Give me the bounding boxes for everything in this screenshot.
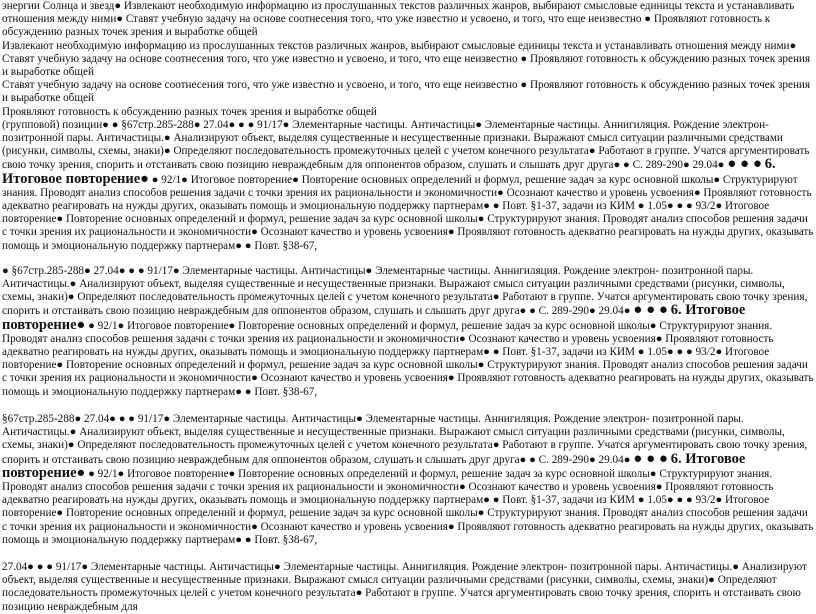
block-1-lead: (групповой) позиции● ● §67стр.285-288● 27.04● ● ● 91/17● Элементарные частицы. Античастицы● Элементарные частицы. Аннигиляция. Рождение электрон- позитронной пары. Античастицы.● Анализируют объект, выделяя существенные и несущественные признаки. Выражают смысл ситуации различными средствами (рисунки, символы, схемы, знаки)● Определяют последовательность промежуточных целей с учетом конечного результата● Работают в группе. Учатся аргументировать свою точку зрения, спорить и отстаивать свою позицию невраждебным для оппонентов образом, слушать и слышать друг друга● ● С. 289-290● 29.04● bbox=[2, 118, 810, 172]
block-2-lead: ● §67стр.285-288● 27.04● ● ● 91/17● Элементарные частицы. Античастицы● Элементарные частицы. Аннигиляция. Рождение электрон- позитронной пары. Античастицы.● Анализируют объект, выделяя существенные и несущественные признаки. Выражают смысл ситуации различными средствами (рисунки, символы, схемы, знаки)● Определяют последовательность промежуточных целей с учетом конечного результата● Работают в группе. Учатся аргументировать свою точку зрения, спорить и отстаивать свою позицию невраждебным для оппонентов образом, слушать и слышать друг друга● ● С. 289-290● 29.04● bbox=[2, 264, 808, 318]
block-1-heading: 6. Итоговое повторение● bbox=[2, 156, 776, 187]
block-3-bullets: ● ● ● bbox=[633, 450, 668, 467]
paragraph-4: Проявляют готовность к обсуждению разных точек зрения и выработке общей bbox=[2, 105, 377, 118]
paragraph-last: 27.04● ● ● 91/17● Элементарные частицы. Античастицы● Элементарные частицы. Аннигиляция. Рождение электрон- позитронной пары. Античастицы.● Анализируют объект, выделяя существенные и несущественные признаки. Выражают смысл ситуации различными средствами (рисунки, символы, схемы, знаки)● Определяют последовательность промежуточных целей с учетом конечного результата● Работают в группе. Учатся аргументировать свою точку зрения, спорить и отстаивать свою позицию невраждебным для bbox=[2, 560, 807, 613]
paragraph-2: Извлекают необходимую информацию из прослушанных текстов различных жанров, выбирают смысловые единицы текста и устанавливать отношения между ними● Ставят учебную задачу на основе соотнесения того, что уже известно и усвоено, и того, что еще неизвестно ● Проявляют готовность к обсуждению разных точек зрения и выработке общей bbox=[2, 39, 811, 79]
block-2-bullets: ● ● ● bbox=[633, 302, 668, 319]
paragraph-1: энергии Солнца и звезд● Извлекают необходимую информацию из прослушанных текстов различных жанров, выбирают смысловые единицы текста и устанавливать отношения между ними● Ставят учебную задачу на основе соотнесения того, что уже известно и усвоено, и того, что еще неизвестно ● Проявляют готовность к обсуждению разных точек зрения и выработке общей bbox=[2, 0, 795, 39]
block-2-heading: 6. Итоговое повторение● bbox=[2, 302, 746, 333]
block-2 bbox=[2, 265, 814, 399]
block-2-tail: ● 92/1● Итоговое повторение● Повторение основных определений и формул, решение задач за курс основной школы● Структурируют знания. Проводят анализ способов решения задачи с точки зрения их рациональности и экономичности● Осознают качество и уровень усвоения● Проявляют готовность адекватно реагировать на нужды других, оказывать помощь и эмоциональную поддержку партнерам● ● Повт. §1-37, задачи из КИМ ● 1.05● ● ● 93/2● Итоговое повторение● Повторение основных определений и формул, решение задач за курс основной школы● Структурируют знания. Проводят анализ способов решения задачи с точки зрения их рациональности и экономичности● Осознают качество и уровень усвоения● Проявляют готовность адекватно реагировать на нужды других, оказывать помощь и эмоциональную поддержку партнерам● ● Повт. §38-67, bbox=[2, 319, 814, 398]
paragraph-3: Ставят учебную задачу на основе соотнесения того, что уже известно и усвоено, и того, что еще неизвестно ● Проявляют готовность к обсуждению разных точек зрения и выработке общей bbox=[2, 79, 811, 105]
block-1 bbox=[2, 119, 814, 253]
block-1-bullets: ● ● ● bbox=[727, 156, 762, 173]
block-3-tail: ● 92/1● Итоговое повторение● Повторение основных определений и формул, решение задач за курс основной школы● Структурируют знания. Проводят анализ способов решения задачи с точки зрения их рациональности и экономичности● Осознают качество и уровень усвоения● Проявляют готовность адекватно реагировать на нужды других, оказывать помощь и эмоциональную поддержку партнерам● ● Повт. §1-37, задачи из КИМ ● 1.05● ● ● 93/2● Итоговое повторение● Повторение основных определений и формул, решение задач за курс основной школы● Структурируют знания. Проводят анализ способов решения задачи с точки зрения их рациональности и экономичности● Осознают качество и уровень усвоения● Проявляют готовность адекватно реагировать на нужды других, оказывать помощь и эмоциональную поддержку партнерам● ● Повт. §38-67, bbox=[2, 467, 814, 546]
block-1-tail: ● 92/1● Итоговое повторение● Повторение основных определений и формул, решение задач за курс основной школы● Структурируют знания. Проводят анализ способов решения задачи с точки зрения их рациональности и экономичности● Осознают качество и уровень усвоения● Проявляют готовность адекватно реагировать на нужды других, оказывать помощь и эмоциональную поддержку партнерам● ● Повт. §1-37, задачи из КИМ ● 1.05● ● ● 93/2● Итоговое повторение● Повторение основных определений и формул, решение задач за курс основной школы● Структурируют знания. Проводят анализ способов решения задачи с точки зрения их рациональности и экономичности● Осознают качество и уровень усвоения● Проявляют готовность адекватно реагировать на нужды других, оказывать помощь и эмоциональную поддержку партнерам● ● Повт. §38-67, bbox=[2, 173, 814, 252]
block-3 bbox=[2, 413, 814, 547]
block-3-heading: 6. Итоговое повторение● bbox=[2, 450, 746, 481]
block-3-lead: §67стр.285-288● 27.04● ● ● 91/17● Элементарные частицы. Античастицы● Элементарные частицы. Аннигиляция. Рождение электрон- позитронной пары. Античастицы.● Анализируют объект, выделяя существенные и несущественные признаки. Выражают смысл ситуации различными средствами (рисунки, символы, схемы, знаки)● Определяют последовательность промежуточных целей с учетом конечного результата● Работают в группе. Учатся аргументировать свою точку зрения, спорить и отстаивать свою позицию невраждебным для оппонентов образом, слушать и слышать друг друга● ● С. 289-290● 29.04● bbox=[2, 412, 808, 466]
